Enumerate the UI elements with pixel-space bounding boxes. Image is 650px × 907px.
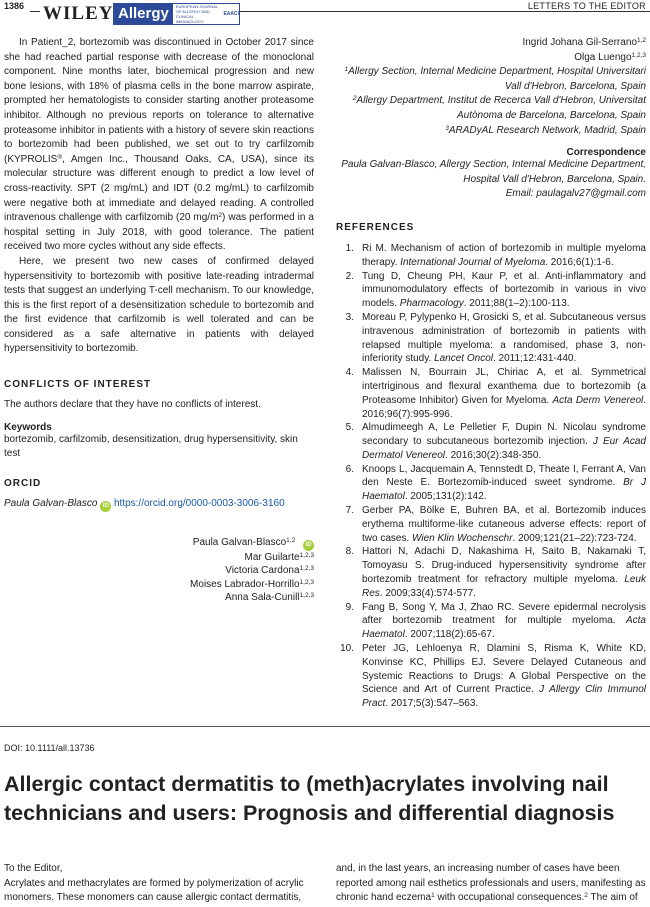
author-line: Mar Guilarte$^{1,2,3}$ bbox=[244, 551, 314, 563]
allergy-logo-word: Allergy bbox=[114, 4, 173, 24]
correspondence-heading: Correspondence bbox=[566, 147, 646, 159]
reference-text: Ri M. Mechanism of action of bortezomib in multiple myeloma therapy. International Journal of Myeloma. 2016;6(1):1-6. bbox=[362, 242, 646, 268]
salutation: To the Editor, bbox=[4, 863, 63, 874]
reference-journal: Br J Haematol bbox=[362, 477, 646, 503]
page-number: 1386 bbox=[4, 1, 25, 11]
reference-text: Gerber PA, Bölke E, Buhren BA, et al. Bortezomib induces erythema multiforme-like cutaneous adverse effects: report of two cases. Wien Klin Wochenschr. 2009;121(21–22):723-724. bbox=[362, 505, 646, 544]
next-article-doi[interactable]: DOI: 10.1111/all.13736 bbox=[4, 743, 95, 753]
coi-text: The authors declare that they have no conflicts of interest. bbox=[4, 399, 261, 411]
correspondence-email[interactable]: paulagalv27@gmail.com bbox=[536, 188, 646, 200]
references-list bbox=[336, 242, 646, 711]
reference-item bbox=[336, 270, 646, 311]
reference-item bbox=[336, 601, 646, 642]
reference-text: Hattori N, Adachi D, Nakashima H, Saito B, Nakamaki T, Tomoyasu S. Drug-induced hypersensitivity syndrome after bortezomib treatment for refractory multiple myeloma. Leuk Res. 2009;33(4):574-577. bbox=[362, 546, 646, 599]
eaaci-logo: EAACI bbox=[223, 11, 239, 17]
reference-item bbox=[336, 242, 646, 270]
orcid-author-name: Paula Galvan-Blasco bbox=[4, 497, 98, 509]
reference-number: 7. bbox=[345, 505, 354, 517]
references-heading: REFERENCES bbox=[336, 221, 415, 233]
body-text bbox=[4, 36, 314, 357]
coi-heading: CONFLICTS OF INTEREST bbox=[4, 379, 152, 391]
reference-journal: Wien Klin Wochenschr bbox=[412, 532, 513, 544]
reference-number: 10. bbox=[340, 643, 354, 655]
reference-item bbox=[336, 463, 646, 504]
author-line: Victoria Cardona$^{1,2,3}$ bbox=[225, 565, 314, 577]
reference-item bbox=[336, 311, 646, 366]
reference-text: Moreau P, Pylypenko H, Grosicki S, et al. Subcutaneous versus intravenous administration of bortezomib in patients with relapsed multiple myeloma: a randomised, phase 3, non-inferiority study. Lancet Oncol. 2011;12:431-440. bbox=[362, 311, 646, 365]
paragraph-conclusion: Here, we present two new cases of confirmed delayed hypersensitivity to bortezomib with positive late-reading intradermal tests that suggest an underlying T-cell mechanism. To our knowledge, this is the first report of a desensitization schedule to bortezomib and the first evidence that carfilzomib is well tolerated and can be considered as a safe alternative in patients with delayed hypersensitivity to bortezomib. bbox=[4, 255, 314, 355]
correspondence-text: Paula Galvan-Blasco, Allergy Section, Internal Medicine Department, Hospital Vall d'Hebron, Barcelona, Spain. Email: paulagalv27@gmail.com bbox=[341, 159, 646, 200]
reference-text: Peter JG, Lehloenya R, Dlamini S, Risma K, White KD, Konvinse KC, Phillips EJ. Severe Delayed Cutaneous and Systemic Reactions to Drugs: A Global Perspective on the Science and Art of Current Practice. J Allergy Clin Immunol Pract. 2017;5(3):547–563. bbox=[362, 643, 646, 710]
reference-item bbox=[336, 504, 646, 545]
reference-text: Almudimeegh A, Le Pelletier F, Dupin N. Nicolau syndrome secondary to subcutaneous bortezomib injection. J Eur Acad Dermatol Venereol. 2016;30(2):348-350. bbox=[362, 422, 646, 461]
next-article-right: and, in the last years, an increasing number of cases have been reported among nail esthetics professionals and users, manifesting as chronic hand eczema$^1$ with occupational consequences.$^2$ The aim of bbox=[336, 863, 646, 904]
reference-journal: Acta Derm Venereol bbox=[552, 394, 644, 406]
reference-number: 9. bbox=[345, 601, 354, 613]
reference-journal: Leuk Res bbox=[362, 574, 646, 599]
reference-item bbox=[336, 545, 646, 600]
author-line: Ingrid Johana Gil-Serrano$^{1,2}$ bbox=[522, 37, 646, 48]
reference-item bbox=[336, 366, 646, 421]
section-title: LETTERS TO THE EDITOR bbox=[527, 1, 646, 11]
reference-journal: International Journal of Myeloma bbox=[400, 256, 546, 268]
reference-number: 3. bbox=[345, 311, 354, 323]
reference-number: 2. bbox=[345, 270, 354, 282]
article-divider bbox=[0, 726, 650, 727]
reference-journal: Lancet Oncol bbox=[434, 353, 493, 365]
keywords-text: bortezomib, carfilzomib, desensitization, drug hypersensitivity, skin test bbox=[4, 433, 298, 460]
reference-journal: Acta Haematol bbox=[362, 615, 646, 641]
affiliation: $^3$ARADyAL Research Network, Madrid, Spain bbox=[445, 124, 646, 136]
orcid-line bbox=[4, 497, 314, 512]
reference-text: Fang B, Song Y, Ma J, Zhao RC. Severe epidermal necrolysis after bortezomib treatment for multiple myeloma. Acta Haematol. 2007;118(2):65-67. bbox=[362, 601, 646, 641]
author-line: Anna Sala-Cunill$^{1,2,3}$ bbox=[225, 592, 314, 604]
orcid-link[interactable]: https://orcid.org/0000-0003-3006-3160 bbox=[113, 497, 285, 509]
next-article-title: Allergic contact dermatitis to (meth)acrylates involving nail technicians and users: Prognosis and differential diagnosis bbox=[4, 772, 615, 825]
orcid-heading: ORCID bbox=[4, 477, 42, 489]
reference-journal: J Eur Acad Dermatol Venereol bbox=[362, 436, 646, 461]
reference-number: 8. bbox=[345, 546, 354, 558]
affiliation: $^2$Allergy Department, Institut de Recerca Vall d'Hebron, Universitat Autònoma de Barcelona, Barcelona, Spain bbox=[352, 95, 646, 121]
reference-text: Malissen N, Bourrain JL, Chiriac A, et al. Symmetrical intertriginous and flexural exanthema due to bortezomib (a Proteasome Inhibitor) Given for Myeloma. Acta Derm Venereol. 2016;96(7):995-996. bbox=[362, 367, 647, 420]
affiliation: $^1$Allergy Section, Internal Medicine Department, Hospital Universitari Vall d'Hebron, Barcelona, Spain bbox=[344, 66, 646, 92]
wiley-logo: WILEY bbox=[40, 3, 116, 25]
author-line: Moises Labrador-Horrillo$^{1,2,3}$ bbox=[190, 578, 314, 590]
right-column bbox=[336, 36, 646, 711]
author-line: Olga Luengo$^{1,2,3}$ bbox=[574, 51, 646, 63]
reference-item bbox=[336, 642, 646, 711]
allergy-journal-logo bbox=[113, 3, 240, 25]
reference-item bbox=[336, 421, 646, 462]
allergy-logo-tagline: EUROPEAN JOURNAL OF ALLERGY AND CLINICAL IMMUNOLOGY bbox=[175, 4, 218, 24]
reference-text: Tung D, Cheung PH, Kaur P, et al. Anti-inflammatory and immunomodulatory effects of bortezomib in various in vivo models. Pharmacology. 2011;88(1–2):100-113. bbox=[362, 270, 646, 310]
author-line: Paula Galvan-Blasco$^{1,2}$ iD bbox=[4, 536, 314, 551]
left-column bbox=[4, 36, 314, 605]
paragraph-patient2: In Patient_2, bortezomib was discontinued in October 2017 since she had reached partial response with decrease of the monoclonal component. Nine months later, biochemical progression and new bone lesions, with 18% of plasma cells in the bone marrow aspirate, prompted her hematologists to consider starting another proteasome inhibitor. Although no previous reports on tolerance to alternative proteasome inhibitor in patients with a history of severe skin reactions to bortezomib had been published, we set out to try carfilzomib (KYPROLIS®, Amgen Inc., Thousand Oaks, CA, USA), since its molecular structure was different enough to predict a low level of cross-reactivity. SPT (2 mg/mL) and IDT (0.2 mg/mL) to carfilzomib were negative both at immediate and delayed reading. A controlled intravenous challenge with carfilzomib (20 $mg/m^2$) was performed in a hospital setting in July 2018, with good tolerance. The patient received two more cycles without any side effects. bbox=[4, 37, 314, 253]
author-list-left bbox=[4, 536, 314, 605]
next-article-left: To the Editor, Acrylates and methacrylates are formed by polymerization of acrylic monomers. These monomers can cause allergic contact dermatitis, bbox=[4, 862, 314, 906]
reference-number: 4. bbox=[345, 367, 354, 379]
reference-number: 6. bbox=[345, 463, 354, 475]
reference-journal: J Allergy Clin Immunol Pract bbox=[362, 684, 646, 710]
orcid-icon[interactable]: iD bbox=[303, 540, 314, 551]
reference-number: 5. bbox=[345, 422, 354, 434]
reference-journal: Pharmacology bbox=[399, 298, 464, 310]
orcid-icon[interactable]: iD bbox=[100, 501, 111, 512]
reference-text: Knoops L, Jacquemain A, Tennstedt D, Theate I, Ferrant A, Van den Neste E. Bortezomib-induced sweet syndrome. Br J Haematol. 2005;131(2):142. bbox=[362, 463, 646, 503]
reference-number: 1. bbox=[345, 242, 354, 254]
keywords-heading: Keywords bbox=[4, 421, 52, 433]
